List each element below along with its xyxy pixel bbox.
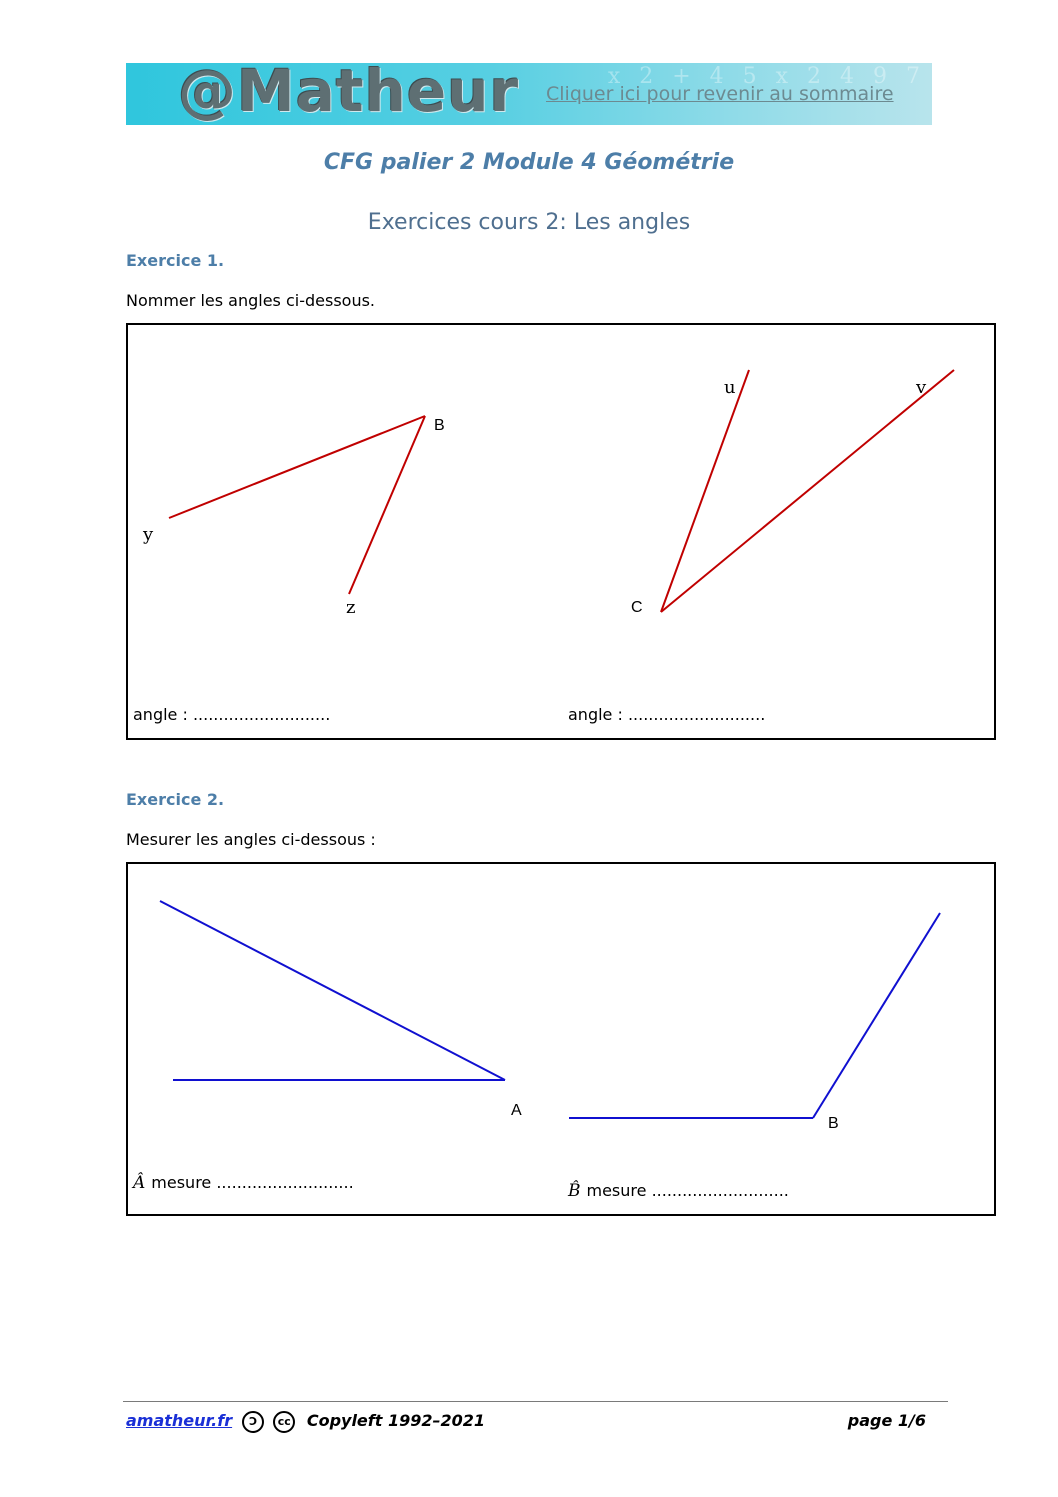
creative-commons-icon: cc <box>273 1411 295 1433</box>
exercise-1-answer-2: angle : ........................... <box>568 705 766 724</box>
footer-divider <box>123 1401 948 1402</box>
site-link[interactable]: amatheur.fr <box>126 1411 233 1430</box>
banner-decoration: x 2 + 4 5 x 2 4 9 7 <box>607 64 926 89</box>
page-footer <box>126 1411 926 1437</box>
ray-By <box>169 416 425 518</box>
document-subtitle: Exercices cours 2: Les angles <box>367 210 691 235</box>
angle-A <box>160 901 522 1119</box>
back-to-summary-link[interactable]: Cliquer ici pour revenir au sommaire <box>546 83 894 105</box>
label-u: u <box>724 377 736 398</box>
exercise-1-answer-1: angle : ........................... <box>133 705 331 724</box>
exercise-1-frame <box>126 323 996 740</box>
ray-A-upper <box>160 901 505 1080</box>
exercise-1-figures <box>128 325 994 738</box>
angle-yBz <box>142 416 445 618</box>
site-logo: @Matheur <box>178 63 520 125</box>
ray-B-oblique <box>813 913 940 1118</box>
label-z: z <box>346 597 356 618</box>
exercise-1-instruction: Nommer les angles ci-dessous. <box>126 291 375 310</box>
angle-a-symbol: Â <box>133 1173 146 1193</box>
exercise-2-instruction: Mesurer les angles ci-dessous : <box>126 830 376 849</box>
angle-uCv <box>631 370 954 616</box>
label-C: C <box>631 599 643 616</box>
label-v: v <box>916 377 927 398</box>
exercise-2-answer-1-text: mesure ........................... <box>151 1173 354 1192</box>
exercise-2-heading: Exercice 2. <box>126 790 225 809</box>
document-title: CFG palier 2 Module 4 Géométrie <box>323 150 735 175</box>
exercise-2-answer-2 <box>568 1181 789 1201</box>
label-A: A <box>511 1102 522 1119</box>
exercise-2-frame <box>126 862 996 1216</box>
label-y: y <box>143 524 154 545</box>
exercise-2-figures <box>128 864 994 1214</box>
header-banner <box>126 63 932 125</box>
angle-b-symbol: B̂ <box>568 1181 581 1201</box>
exercise-2-answer-2-text: mesure ........................... <box>586 1181 789 1200</box>
exercise-2-answer-1 <box>133 1173 354 1193</box>
exercise-1-heading: Exercice 1. <box>126 251 225 270</box>
label-B: B <box>434 417 445 434</box>
label-B-ex2: B <box>828 1115 839 1132</box>
angle-B <box>569 913 940 1132</box>
page-number: page 1/6 <box>847 1411 926 1430</box>
copyright-text: Copyleft 1992–2021 <box>306 1411 486 1430</box>
copyleft-icon: C <box>242 1411 264 1433</box>
